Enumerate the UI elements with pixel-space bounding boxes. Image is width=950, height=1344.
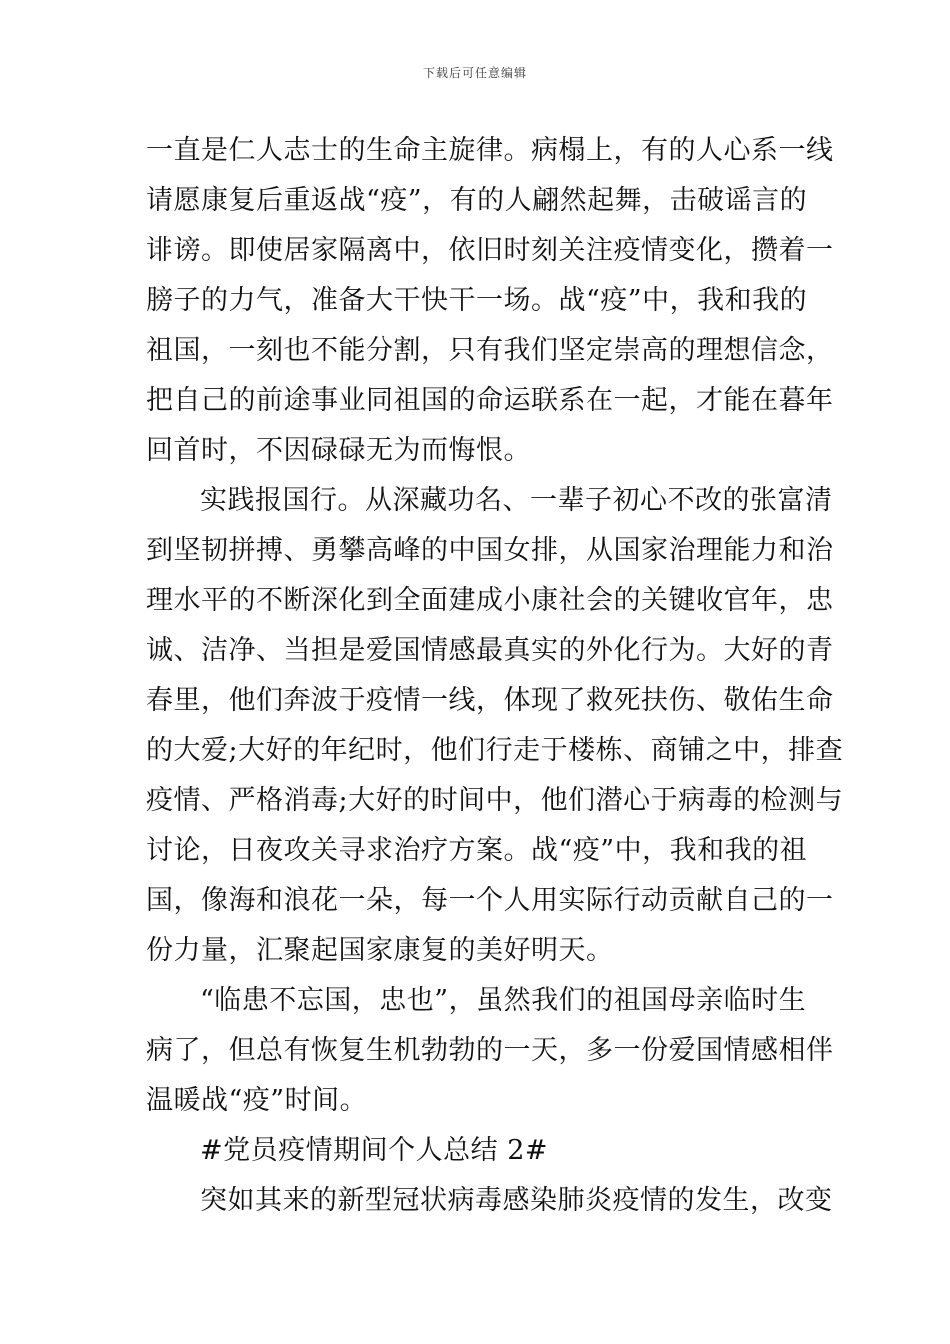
paragraph-start-line: 突如其来的新型冠状病毒感染肺炎疫情的发生，改变 [200,1185,833,1216]
text-line: 祖国，一刻也不能分割，只有我们坚定崇高的理想信念， [146,335,834,366]
section-heading: #党员疫情期间个人总结 2# [200,1135,549,1166]
text-line: 诚、洁净、当担是爱国情感最真实的外化行为。大好的青 [146,635,834,666]
paragraph-start-line: “临患不忘国，忠也”，虽然我们的祖国母亲临时生 [200,985,807,1016]
text-line: 诽谤。即使居家隔离中，依旧时刻关注疫情变化，攒着一 [146,235,834,266]
text-line: 请愿康复后重返战“疫”，有的人翩然起舞，击破谣言的 [146,185,808,216]
text-line: 份力量，汇聚起国家康复的美好明天。 [146,935,614,966]
text-line: 把自己的前途事业同祖国的命运联系在一起，才能在暮年 [146,385,834,416]
text-line: 春里，他们奔波于疫情一线，体现了救死扶伤、敬佑生命 [146,685,834,716]
text-line: 膀子的力气，准备大干快干一场。战“疫”中，我和我的 [146,285,808,316]
text-line: 病了，但总有恢复生机勃勃的一天，多一份爱国情感相伴 [146,1035,834,1066]
page-header: 下载后可任意编辑 [422,66,527,80]
text-line: 一直是仁人志士的生命主旋律。病榻上，有的人心系一线 [146,135,834,166]
text-line: 回首时，不因碌碌无为而悔恨。 [146,435,531,466]
text-line: 理水平的不断深化到全面建成小康社会的关键收官年，忠 [146,585,834,616]
text-line: 温暖战“疫”时间。 [146,1085,368,1116]
text-line: 疫情、严格消毒;大好的时间中，他们潜心于病毒的检测与 [146,785,844,816]
text-line: 国，像海和浪花一朵，每一个人用实际行动贡献自己的一 [146,885,834,916]
text-line: 的大爱;大好的年纪时，他们行走于楼栋、商铺之中，排查 [146,735,844,766]
text-line: 到坚韧拼搏、勇攀高峰的中国女排，从国家治理能力和治 [146,535,834,566]
paragraph-start-line: 实践报国行。从深藏功名、一辈子初心不改的张富清 [200,485,833,516]
text-line: 讨论，日夜攻关寻求治疗方案。战“疫”中，我和我的祖 [146,835,808,866]
document-body [146,126,844,1226]
